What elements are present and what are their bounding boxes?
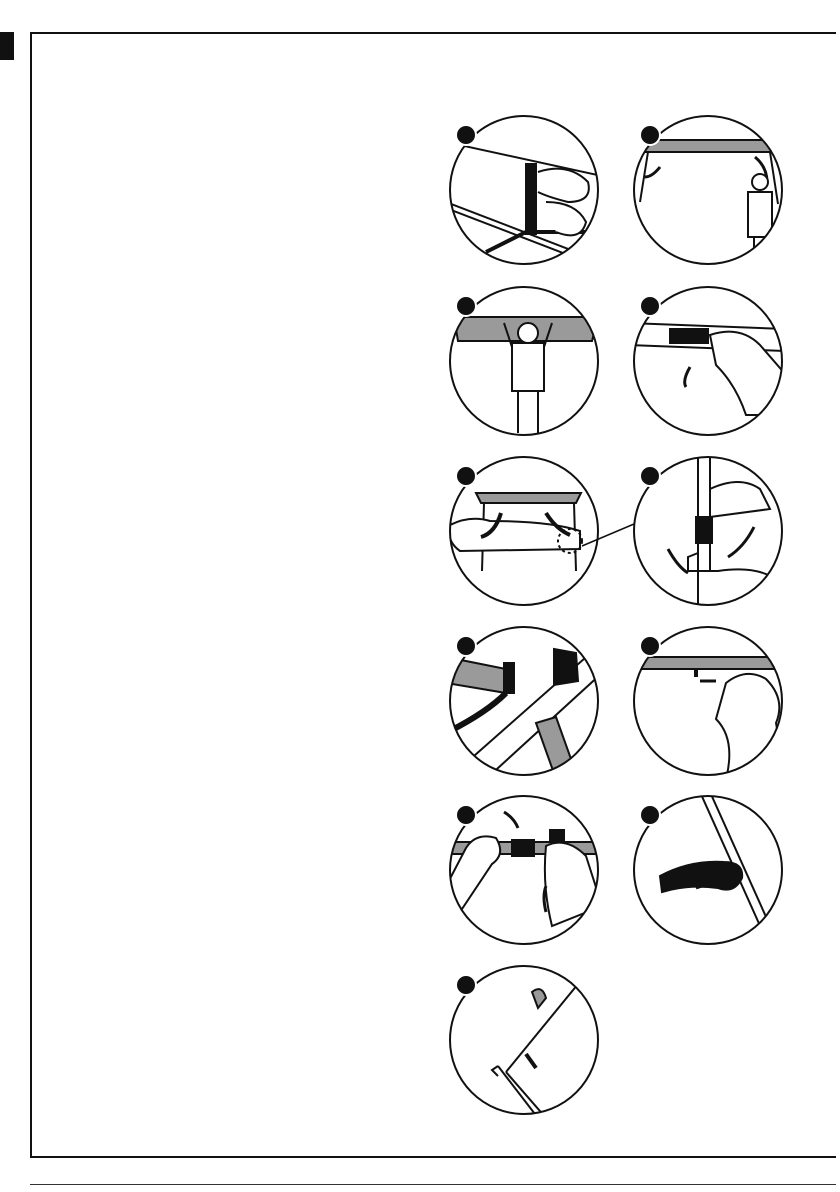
step-11-panel [446, 962, 602, 1118]
step-9-badge [455, 804, 477, 826]
step-3-badge [455, 295, 477, 317]
step-4-panel [630, 283, 786, 439]
step-4-badge [639, 295, 661, 317]
step-1-panel [446, 112, 602, 268]
step-10-panel [630, 792, 786, 948]
step-11-badge [455, 974, 477, 996]
step-1-badge [455, 124, 477, 146]
step-7-panel [446, 623, 602, 779]
detail-connector-line [580, 520, 636, 550]
step-9-panel [446, 792, 602, 948]
bottom-divider [30, 1184, 836, 1185]
step-5-badge [455, 465, 477, 487]
step-2-badge [639, 124, 661, 146]
step-8-badge [639, 635, 661, 657]
page-tab [0, 32, 14, 60]
step-5-panel [446, 453, 602, 609]
step-2-panel [630, 112, 786, 268]
step-7-badge [455, 635, 477, 657]
step-6-badge [639, 465, 661, 487]
step-10-badge [639, 804, 661, 826]
step-6-panel [630, 453, 786, 609]
step-3-panel [446, 283, 602, 439]
step-8-panel [630, 623, 786, 779]
